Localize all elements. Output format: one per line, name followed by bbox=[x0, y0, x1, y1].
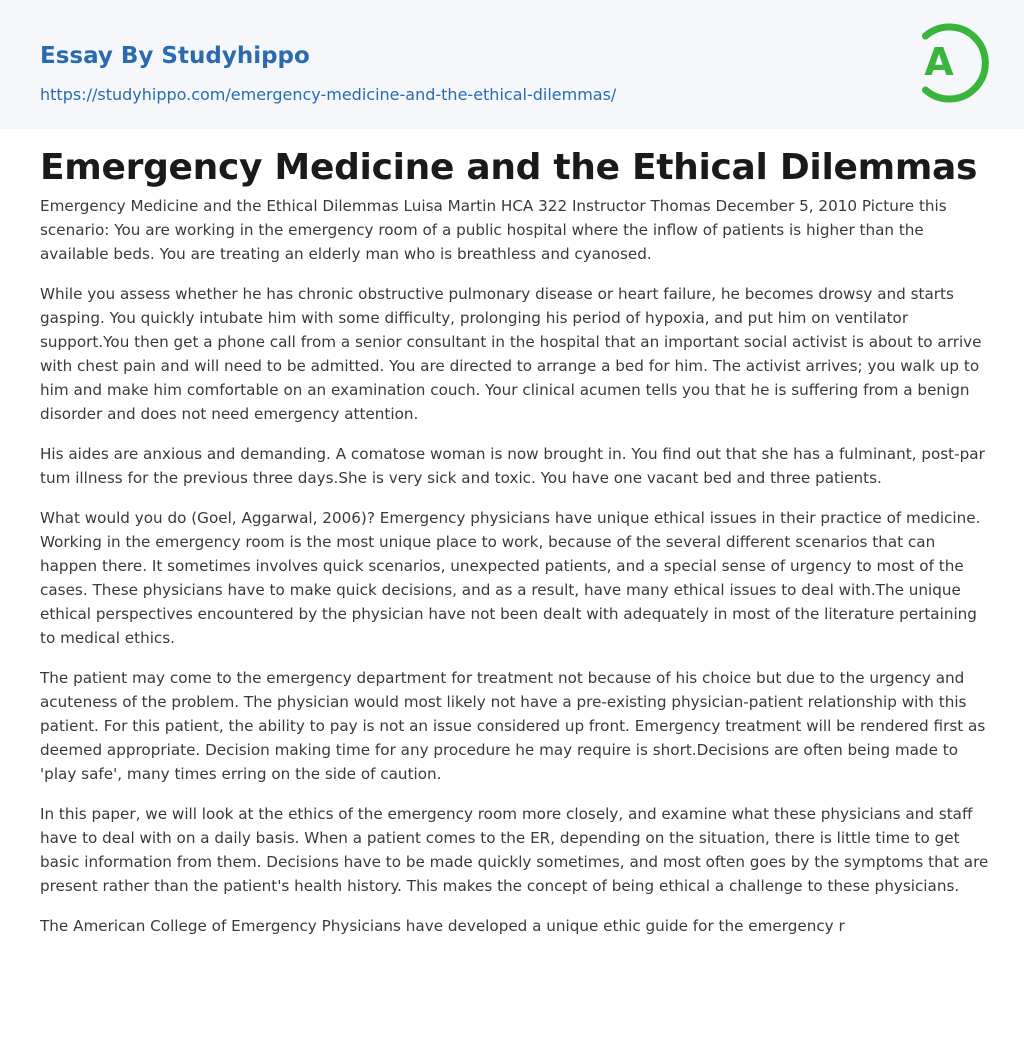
essay-paragraph: Emergency Medicine and the Ethical Dilemmas Luisa Martin HCA 322 Instructor Thomas December 5, 2010 Picture this scenario: You are working in the emergency room of a public hospital where the inflow of patients is higher than the available beds. You are treating an elderly man who is breathless and cyanosed. bbox=[40, 197, 947, 263]
site-header bbox=[0, 0, 1024, 129]
brand-title[interactable]: Essay By Studyhippo bbox=[40, 43, 310, 69]
logo-letter: A bbox=[924, 40, 954, 84]
essay-paragraph: While you assess whether he has chronic obstructive pulmonary disease or heart failure, he becomes drowsy and starts gasping. You quickly intubate him with some difficulty, prolonging his period of hypoxia, and put him on ventilator support.You then get a phone call from a senior consultant in the hospital that an important social activist is about to arrive with chest pain and will need to be admitted. You are directed to arrange a bed for him. The activist arrives; you walk up to him and make him comfortable on an examination couch. Your clinical acumen tells you that he is suffering from a benign disorder and does not need emergency attention. bbox=[40, 285, 982, 423]
essay-paragraph: His aides are anxious and demanding. A comatose woman is now brought in. You find out that she has a fulminant, post-par tum illness for the previous three days.She is very sick and toxic. You have one vacant bed and three patients. bbox=[40, 445, 985, 487]
source-url-link[interactable]: https://studyhippo.com/emergency-medicine-and-the-ethical-dilemmas/ bbox=[40, 85, 617, 104]
essay-paragraph: The patient may come to the emergency department for treatment not because of his choice but due to the urgency and acuteness of the problem. The physician would most likely not have a pre-existing physician-patient relationship with this patient. For this patient, the ability to pay is not an issue considered up front. Emergency treatment will be rendered first as deemed appropriate. Decision making time for any procedure he may require is short.Decisions are often being made to 'play safe', many times erring on the side of caution. bbox=[40, 669, 986, 783]
essay-paragraph: The American College of Emergency Physicians have developed a unique ethic guide for the emergency r bbox=[40, 917, 845, 935]
essay-body bbox=[40, 194, 990, 954]
essay-paragraph: What would you do (Goel, Aggarwal, 2006)? Emergency physicians have unique ethical issues in their practice of medicine. Working in the emergency room is the most unique place to work, because of the several different scenarios that can happen there. It sometimes involves quick scenarios, unexpected patients, and a special sense of urgency to most of the cases. These physicians have to make quick decisions, and as a result, have many ethical issues to deal with.The unique ethical perspectives encountered by the physician have not been dealt with adequately in most of the literature pertaining to medical ethics. bbox=[40, 509, 981, 647]
essay-paragraph: In this paper, we will look at the ethics of the emergency room more closely, and examine what these physicians and staff have to deal with on a daily basis. When a patient comes to the ER, depending on the situation, there is little time to get basic information from them. Decisions have to be made quickly sometimes, and most often goes by the symptoms that are present rather than the patient's health history. This makes the concept of being ethical a challenge to these physicians. bbox=[40, 805, 989, 895]
essay-title: Emergency Medicine and the Ethical Dilemmas bbox=[40, 147, 978, 188]
studyhippo-logo-icon[interactable] bbox=[910, 18, 990, 108]
